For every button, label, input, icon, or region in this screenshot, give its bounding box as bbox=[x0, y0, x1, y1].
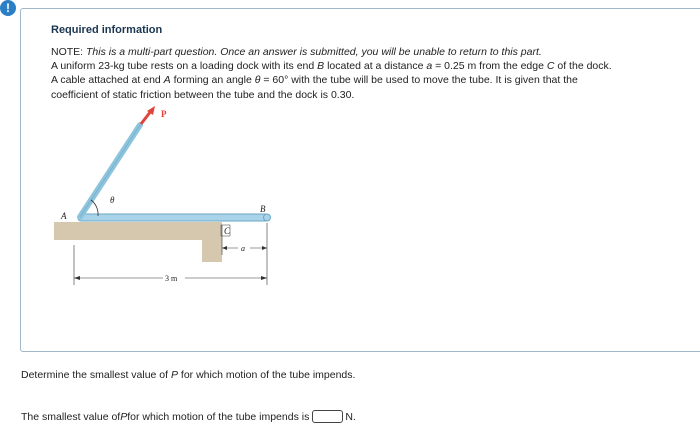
dim-a-arrow-right bbox=[262, 246, 267, 250]
var-P: P bbox=[120, 410, 128, 423]
dim-3m-arrow-right bbox=[261, 276, 267, 280]
text-seg: A uniform 23-kg tube rests on a loading dock with its end bbox=[51, 60, 318, 73]
var-theta: θ bbox=[254, 74, 261, 87]
tube-end-B bbox=[264, 214, 271, 221]
label-C: C bbox=[224, 226, 231, 236]
problem-line-1 bbox=[51, 59, 681, 73]
answer-unit: N. bbox=[345, 410, 356, 423]
text-seg: Determine the smallest value of bbox=[21, 369, 171, 381]
dock bbox=[54, 222, 222, 240]
label-a: a bbox=[241, 244, 245, 253]
force-P-arrow bbox=[141, 111, 151, 124]
dock-step bbox=[202, 222, 222, 262]
problem-line-3: coefficient of static friction between the tube and the dock is 0.30. bbox=[51, 88, 355, 101]
var-A: A bbox=[163, 74, 171, 87]
dim-a-arrow-left bbox=[222, 246, 227, 250]
answer-line bbox=[21, 410, 356, 423]
tube bbox=[78, 214, 268, 221]
text-seg: for which motion of the tube impends is bbox=[127, 410, 310, 423]
problem-statement bbox=[51, 45, 681, 102]
tube-dock-figure bbox=[48, 105, 288, 295]
label-3m: 3 m bbox=[165, 274, 178, 283]
text-seg: A cable attached at end bbox=[51, 74, 164, 87]
text-seg: = 0.25 m from the edge bbox=[432, 60, 547, 73]
dim-3m-arrow-left bbox=[74, 276, 80, 280]
var-C: C bbox=[546, 60, 555, 73]
required-info-title: Required information bbox=[51, 24, 163, 36]
note-text: This is a multi-part question. Once an answer is submitted, you will be unable to return to this part. bbox=[86, 46, 542, 58]
note-label: NOTE: bbox=[51, 46, 84, 58]
question-text bbox=[21, 369, 355, 381]
answer-input[interactable] bbox=[312, 410, 343, 423]
var-a: a bbox=[426, 60, 433, 73]
text-seg: located at a distance bbox=[324, 60, 427, 73]
text-seg: The smallest value of bbox=[21, 410, 121, 423]
text-seg: of the dock. bbox=[554, 60, 612, 73]
var-P: P bbox=[170, 369, 178, 381]
problem-line-2 bbox=[51, 73, 681, 87]
alert-icon: ! bbox=[0, 0, 16, 16]
text-seg: forming an angle bbox=[170, 74, 255, 87]
var-B: B bbox=[317, 60, 325, 73]
text-seg: for which motion of the tube impends. bbox=[178, 369, 356, 381]
label-B: B bbox=[260, 204, 266, 214]
label-theta: θ bbox=[110, 195, 115, 205]
note-line bbox=[51, 45, 681, 59]
label-P: P bbox=[161, 109, 167, 119]
text-seg: = 60° with the tube will be used to move the tube. It is given that the bbox=[260, 74, 578, 87]
label-A: A bbox=[61, 211, 67, 221]
